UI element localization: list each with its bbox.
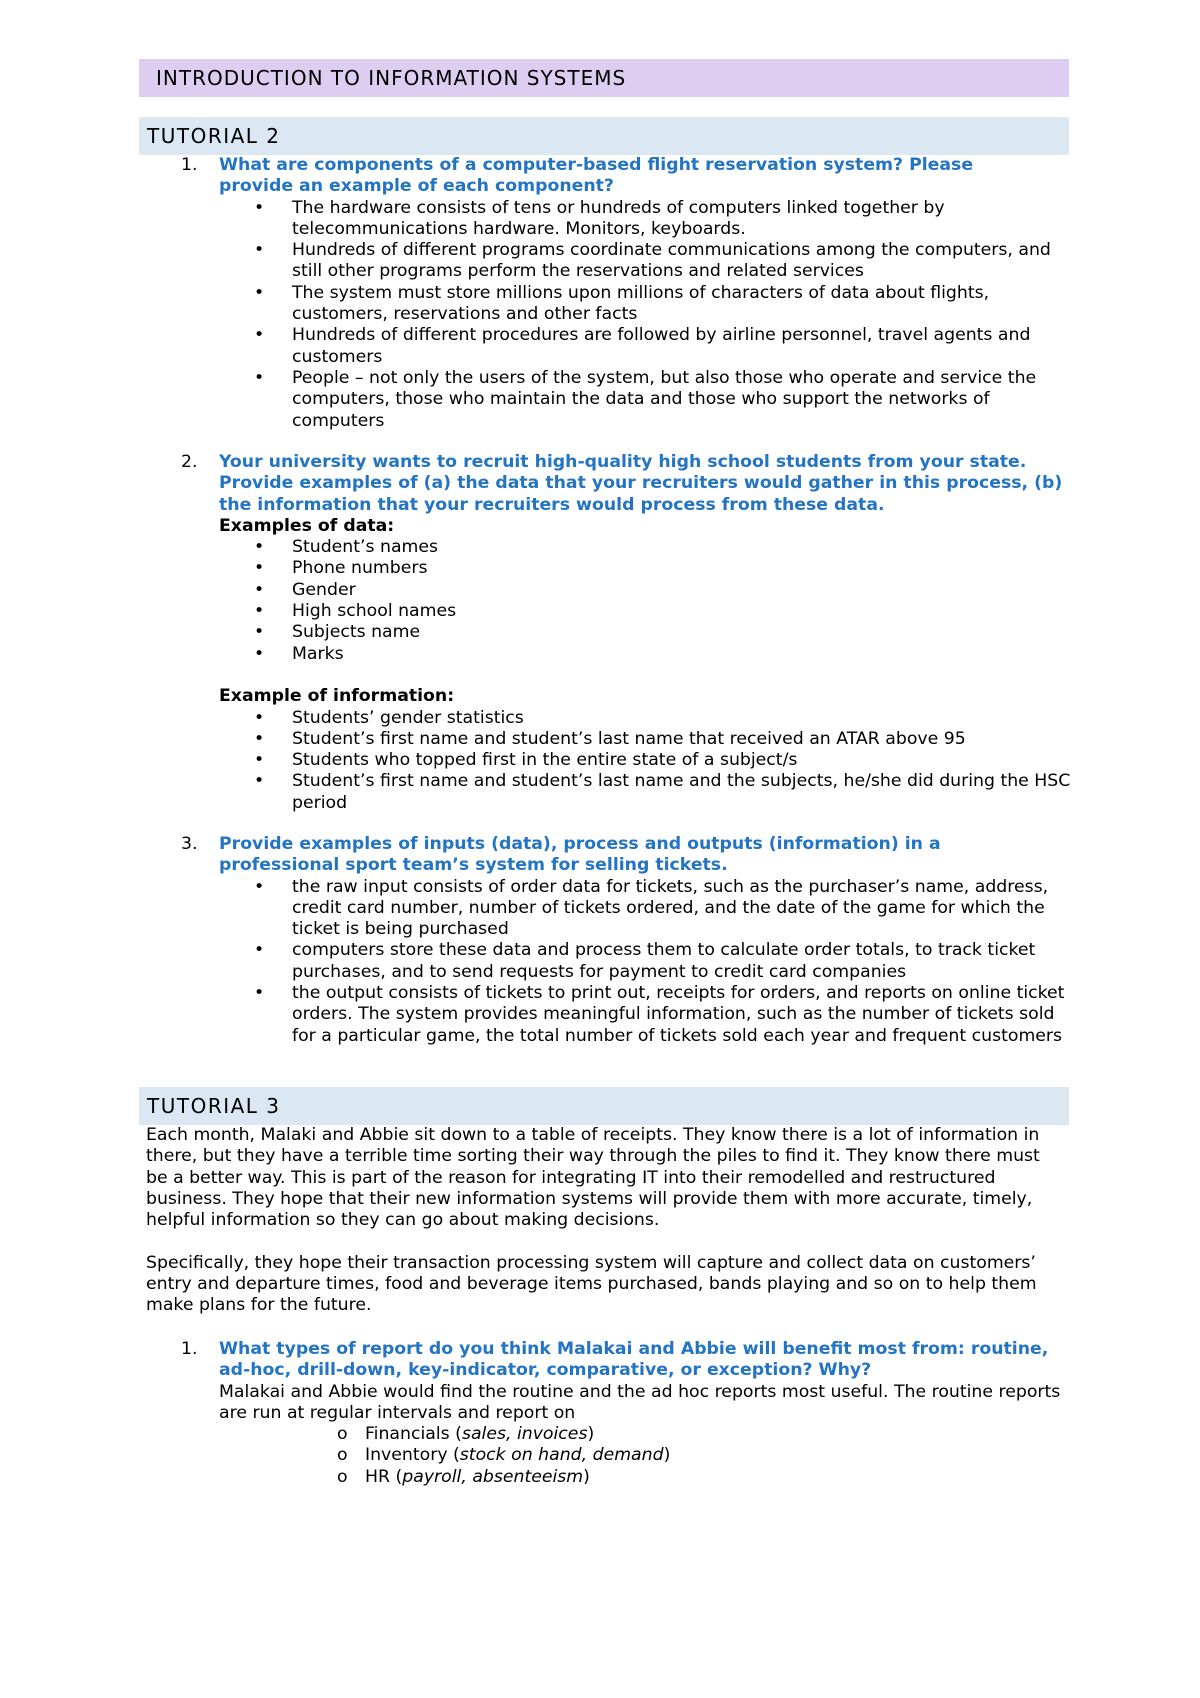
bullet-icon: • xyxy=(254,622,265,643)
list-item: • Students’ gender statistics xyxy=(254,707,524,728)
data-examples-heading: Examples of data: xyxy=(219,515,395,536)
bullet-icon: • xyxy=(254,579,265,600)
tutorial-3-intro xyxy=(146,1125,1056,1317)
bullet-icon: • xyxy=(254,240,265,261)
list-item: • The system must store millions upon millions of characters of data about flights, customers, reservations and other facts xyxy=(254,282,990,325)
bullet-icon: • xyxy=(254,367,265,388)
list-item: • Marks xyxy=(254,643,344,664)
list-item: • Student’s names xyxy=(254,537,439,558)
list-item: • the raw input consists of order data for tickets, such as the purchaser’s name, address, credit card number, number of tickets ordered, and the date of the game for which the ticket is being purchased xyxy=(254,876,1049,940)
list-item: • High school names xyxy=(254,601,457,622)
list-item: o HR (payroll, absenteeism) xyxy=(337,1466,590,1487)
bullet-icon: • xyxy=(254,643,265,664)
tutorial-2-question-1 xyxy=(181,155,1081,432)
question-text: Your university wants to recruit high-quality high school students from your state. Provide examples of (a) the data that your recruiters would gather in this process, (b) the information that your recruiters would process from these data. xyxy=(219,452,1063,515)
list-item: • Hundreds of different programs coordinate communications among the computers, and still other programs perform the reservations and related services xyxy=(254,240,1051,282)
bullet-icon: • xyxy=(254,537,265,558)
bullet-icon: • xyxy=(254,728,265,749)
list-item: • Students who topped first in the entire state of a subject/s xyxy=(254,750,798,771)
info-examples-list xyxy=(219,708,1081,814)
bullet-icon: • xyxy=(254,325,265,346)
list-item: • People – not only the users of the system, but also those who operate and service the computers, those who maintain the data and those who support the networks of computers xyxy=(254,367,1037,431)
bullet-icon: • xyxy=(254,876,265,897)
answer-list xyxy=(219,198,1081,432)
bullet-icon: • xyxy=(254,983,265,1004)
circle-bullet-icon: o xyxy=(337,1445,348,1466)
question-number: 1. xyxy=(181,155,198,175)
bullet-icon: • xyxy=(254,707,265,728)
bullet-icon: • xyxy=(254,940,265,961)
tutorial-3-heading: TUTORIAL 3 xyxy=(139,1087,1069,1125)
bullet-icon: • xyxy=(254,771,265,792)
data-examples-list xyxy=(219,537,1081,665)
report-items-list xyxy=(219,1424,1081,1488)
question-number: 2. xyxy=(181,452,198,472)
list-item: • The hardware consists of tens or hundreds of computers linked together by telecommunications hardware. Monitors, keyboards. xyxy=(254,197,945,239)
list-item: • the output consists of tickets to print out, receipts for orders, and reports on online ticket orders. The system provides meaningful information, such as the number of tickets sold for a particular game, the total number of tickets sold each year and frequent customers xyxy=(254,983,1065,1046)
question-number: 1. xyxy=(181,1339,198,1359)
intro-paragraph-2: Specifically, they hope their transaction processing system will capture and collect data on customers’ entry and departure times, food and beverage items purchased, bands playing and so on to help them make plans for the future. xyxy=(146,1252,1037,1316)
list-item: o Inventory (stock on hand, demand) xyxy=(337,1445,671,1466)
tutorial-3-question-1 xyxy=(181,1339,1081,1488)
document-title: INTRODUCTION TO INFORMATION SYSTEMS xyxy=(139,59,1069,97)
bullet-icon: • xyxy=(254,601,265,622)
bullet-icon: • xyxy=(254,197,265,218)
info-examples-heading: Example of information: xyxy=(219,686,455,707)
circle-bullet-icon: o xyxy=(337,1466,348,1487)
tutorial-2-question-3 xyxy=(181,834,1081,1047)
answer-text: Malakai and Abbie would find the routine and the ad hoc reports most useful. The routine reports are run at regular intervals and report on xyxy=(219,1381,1061,1423)
bullet-icon: • xyxy=(254,558,265,579)
list-item: • Subjects name xyxy=(254,622,421,643)
answer-list xyxy=(219,877,1081,1047)
question-text: What are components of a computer-based flight reservation system? Please provide an example of each component? xyxy=(219,155,974,197)
bullet-icon: • xyxy=(254,750,265,771)
list-item: • Phone numbers xyxy=(254,558,428,579)
circle-bullet-icon: o xyxy=(337,1424,348,1445)
list-item: • Hundreds of different procedures are followed by airline personnel, travel agents and customers xyxy=(254,325,1031,367)
list-item: o Financials (sales, invoices) xyxy=(337,1424,595,1445)
list-item: • Student’s first name and student’s last name that received an ATAR above 95 xyxy=(254,728,966,749)
question-text: What types of report do you think Malakai and Abbie will benefit most from: routine, ad-hoc, drill-down, key-indicator, comparative, or exception? Why? xyxy=(219,1339,1049,1381)
bullet-icon: • xyxy=(254,282,265,303)
intro-paragraph-1: Each month, Malaki and Abbie sit down to a table of receipts. They know there is a lot of information in there, but they have a terrible time sorting their way through the piles to find it. They know there must be a better way. This is part of the reason for integrating IT into their remodelled and restructured business. They hope that their new information systems will provide them with more accurate, timely, helpful information so they can go about making decisions. xyxy=(146,1125,1040,1231)
list-item: • Gender xyxy=(254,579,356,600)
list-item: • Student’s first name and student’s last name and the subjects, he/she did during the HSC period xyxy=(254,771,1071,813)
list-item: • computers store these data and process them to calculate order totals, to track ticket purchases, and to send requests for payment to credit card companies xyxy=(254,940,1036,982)
question-number: 3. xyxy=(181,834,198,854)
tutorial-2-heading: TUTORIAL 2 xyxy=(139,117,1069,155)
tutorial-2-question-2 xyxy=(181,452,1081,814)
question-text: Provide examples of inputs (data), process and outputs (information) in a professional sport team’s system for selling tickets. xyxy=(219,834,941,876)
